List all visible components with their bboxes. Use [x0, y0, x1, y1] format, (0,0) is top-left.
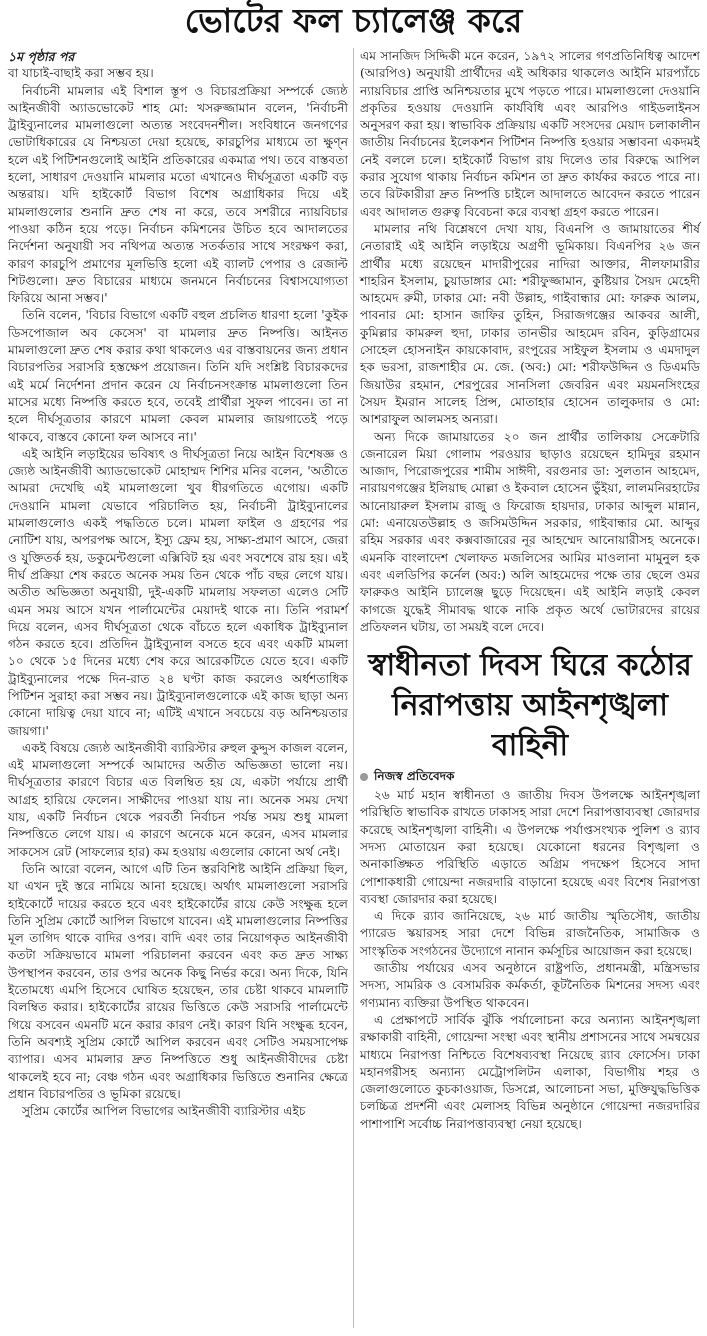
paragraph: ২৬ মার্চ মহান স্বাধীনতা ও জাতীয় দিবস উপলক্ষে আইনশৃঙ্খলা পরিস্থিতি স্বাভাবিক রাখতে ঢাকাসহ সারা দেশে নিরাপত্তাব্যবস্থা জোরদার করেছে আইনশৃঙ্খলা বাহিনী। এ উপলক্ষে পর্যাপ্তসংখ্যক পুলিশ ও র‌্যাব সদস্য মোতায়েন করা হয়েছে। যেকোনো ধরনের বিশৃঙ্খলা ও অনাকাঙ্ক্ষিত পরিস্থিতি এড়াতে অগ্রিম পদক্ষেপ হিসেবে সাদা পোশাকধারী গোয়েন্দা নজরদারি বাড়ানো হয়েছে এবং বিশেষ নিরাপত্তা ব্যবস্থা জোরদার করা হয়েছে।	[360, 788, 700, 906]
paragraph: তিনি আরো বলেন, আগে এটি তিন স্তরবিশিষ্ট আইনি প্রক্রিয়া ছিল, যা এখন দুই স্তরে নামিয়ে আনা হয়েছে। অর্থাৎ মামলাগুলো সরাসরি হাইকোর্টে দায়ের করতে হবে এবং হাইকোর্টের রায়ে কেউ সংক্ষুব্ধ হলে তিনি সুপ্রিম কোর্টে আপিল বিভাগে যাবেন। এই মামলাগুলোর নিষ্পত্তির মূল তাগিদ থাকে বাদির ওপর। বাদি এবং তার নিয়োগকৃত আইনজীবী কতটা সক্রিয়ভাবে মামলা পরিচালনা করবেন এবং কত দ্রুত সাক্ষ্য উপস্থাপন করবেন, তার ওপর অনেক কিছু নির্ভর করে। অন্য দিকে, যিনি ইতোমধ্যে এমপি হিসেবে ঘোষিত হয়েছেন, তার চেষ্টা থাকবে মামলাটি বিলম্বিত করার। হাইকোর্টের রায়ের ভিত্তিতে কেউ সরাসরি পার্লামেন্টে গিয়ে বসবেন এমনটি মনে করার কারণ নেই। কারণ যিনি সংক্ষুব্ধ হবেন, তিনি অবশ্যই সুপ্রিম কোর্টে আপিল করবেন এবং সেটিও সময়সাপেক্ষ ব্যাপার। এসব মামলার দ্রুত নিষ্পত্তিতে শুধু আইনজীবীদের চেষ্টা থাকলেই হবে না; বেঞ্চ গঠন এবং অগ্রাধিকার ভিত্তিতে শুনানির ক্ষেত্রে প্রধান বিচারপতির ও ভূমিকা রয়েছে।	[8, 861, 348, 1101]
right-column	[360, 48, 700, 1133]
byline	[360, 768, 700, 785]
paragraph: একই বিষয়ে জ্যেষ্ঠ আইনজীবী ব্যারিস্টার রুহুল কুদ্দুস কাজল বলেন, এই মামলাগুলো সম্পর্কে আমাদের অতীত অভিজ্ঞতা ভালো নয়। দীর্ঘসূত্রতার কারণে বিচার এত বিলম্বিত হয় যে, একটা পর্যায়ে প্রার্থী আগ্রহ হারিয়ে ফেলেন। সাক্ষীদের পাওয়া যায় না। অনেক সময় দেখা যায়, একটি নির্বাচন থেকে পরবর্তী নির্বাচন পর্যন্ত সময় শুধু মামলা নিষ্পত্তিতে লেগে যায়। এ কারণে অনেকে মনে করেন, এসব মামলার সাকসেস রেট (সাফল্যের হার) কম হওয়ায় এগুলোর কোনো অর্থ নেই।	[8, 740, 348, 859]
bullet-icon	[360, 773, 368, 781]
second-article-headline: স্বাধীনতা দিবস ঘিরে কঠোর নিরাপত্তায় আইনশৃঙ্খলা বাহিনী	[368, 648, 692, 764]
paragraph: সুপ্রিম কোর্টের আপিল বিভাগের আইনজীবী ব্যারিস্টার এইচ	[22, 1104, 306, 1119]
column-divider	[353, 48, 354, 1328]
paragraph: জাতীয় পর্যায়ের এসব অনুষ্ঠানে রাষ্ট্রপতি, প্রধানমন্ত্রী, মন্ত্রিসভার সদস্য, সামরিক ও বেসামরিক কর্মকর্তা, কূটনৈতিক মিশনের সদস্য এবং গণ্যমান্য ব্যক্তিরা উপস্থিত থাকবেন।	[360, 961, 700, 1010]
byline-text: নিজস্ব প্রতিবেদক	[374, 769, 455, 784]
paragraph: বা যাচাই-বাছাই করা সম্ভব হয়।	[8, 66, 154, 81]
continued-from-label: ১ম পৃষ্ঠার পর	[8, 49, 75, 64]
paragraph: নির্বাচনী মামলার এই বিশাল স্তূপ ও বিচারপ্রক্রিয়া সম্পর্কে জ্যেষ্ঠ আইনজীবী অ্যাডভোকেট শাহ মো: খসরুজ্জামান বলেন, 'নির্বাচনী ট্রাইব্যুনালের মামলাগুলো অত্যন্ত সংবেদনশীল। সংবিধানে জনগণের ভোটাধিকারের যে নিশ্চয়তা দেয়া হয়েছে, কারচুপির মাধ্যমে তা ক্ষুণ্ন হলে এই পিটিশনগুলোই আইনি প্রতিকারের একমাত্র পথ। তবে বাস্তবতা হলো, সাধারণ দেওয়ানি মামলার মতো এখানেও দীর্ঘসূত্রতা একটি বড় অন্তরায়। যদি হাইকোর্ট বিভাগ বিশেষ অগ্রাধিকার দিয়ে এই মামলাগুলোর শুনানি দ্রুত শেষ না করে, তবে সশরীরে ন্যায়বিচার পাওয়া কঠিন হয়ে পড়ে। নির্বাচন কমিশনের উচিত হবে আদালতের নির্দেশনা অনুযায়ী সব নথিপত্র অত্যন্ত সতর্কতার সাথে সংরক্ষণ করা, কারণ কারচুপি প্রমাণের মূলভিত্তি হলো এই ব্যালট পেপার ও রেজাল্ট শিটগুলো। দ্রুত বিচারের মাধ্যমে জনমনে নির্বাচনের বিশ্বাসযোগ্যতা ফিরিয়ে আনা সম্ভব।'	[8, 83, 348, 306]
paragraph: মামলার নথি বিশ্লেষণে দেখা যায়, বিএনপি ও জামায়াতের শীর্ষ নেতারাই এই আইনি লড়াইয়ে অগ্রণী ভূমিকায়। বিএনপির ২৬ জন প্রার্থীর মধ্যে রয়েছেন মাদারীপুরের নাদিরা আক্তার, নীলফামারীর শাহরিন ইসলাম, চুয়াডাঙ্গার মো: শরীফুজ্জামান, কুষ্টিয়ার সৈয়দ মেহেদী আহমেদ রুমী, ঢাকার মো: নবী উল্লাহ, গাইবান্ধার মো: ফারুক আলম, পাবনার মো: হাসান জাফির তুহিন, সিরাজগঞ্জের আকবর আলী, কুমিল্লার কামরুল হুদা, ঢাকার তানভীর আহমেদ রবিন, কুড়িগ্রামের সোহেল হোসনাইন কায়কোবাদ, রংপুরের সাইফুল ইসলাম ও এমদাদুল হক ভরসা, রাজশাহীর মে. জে. (অব:) মো: শরীফউদ্দিন ও ডিএমডি জিয়াউর রহমান, শেরপুরের সানসিলা জেবরিন এবং ময়মনসিংহের সৈয়দ ইমরান সালেহ প্রিন্স, মোতাহার হোসেন তালুকদার ও মো: আশরাফুল আলমসহ অন্যরা।	[360, 221, 700, 427]
paragraph: তিনি বলেন, 'বিচার বিভাগে একটি বহুল প্রচলিত ধারণা হলো 'কুইক ডিসপোজাল অব কেসেস' বা মামলার দ্রুত নিষ্পত্তি। আইনত মামলাগুলো দ্রুত শেষ করার কথা থাকলেও এর বাস্তবায়নের জন্য প্রধান বিচারপতির সরাসরি হস্তক্ষেপ প্রয়োজন। তিনি যদি সংশ্লিষ্ট বিচারকদের এই মর্মে নির্দেশনা প্রদান করেন যে নির্বাচনসংক্রান্ত মামলাগুলো তিন মাসের মধ্যে নিষ্পত্তি করতে হবে, তবেই প্রার্থীরা সুফল পাবেন। তা না হলে দীর্ঘসূত্রতার কারণে মামলা কেবল মামলার জায়গাতেই পড়ে থাকবে, বাস্তবে কোনো ফল আসবে না।'	[8, 308, 348, 444]
left-column	[8, 48, 348, 1120]
paragraph: এই আইনি লড়াইয়ের ভবিষ্যৎ ও দীর্ঘসূত্রতা নিয়ে আইন বিশেষজ্ঞ ও জ্যেষ্ঠ আইনজীবী অ্যাডভোকেট মোহাম্মদ শিশির মনির বলেন, 'অতীতে আমরা দেখেছি এই মামলাগুলো খুব ধীরগতিতে এগোয়। একটি দেওয়ানি মামলা যেভাবে পরিচালিত হয়, নির্বাচনী ট্রাইব্যুনালের মামলাগুলোও একই পদ্ধতিতে চলে। মামলা ফাইল ও গ্রহণের পর নোটিশ যায়, অপরপক্ষ আসে, ইস্যু ফ্রেম হয়, সাক্ষ্য-প্রমাণ আসে, জেরা ও যুক্তিতর্ক হয়, ডকুমেন্টগুলো এক্সিবিট হয় এবং সবশেষে রায় হয়। এই দীর্ঘ প্রক্রিয়া শেষ করতে অনেক সময় তিন থেকে পাঁচ বছর লেগে যায়। অতীত অভিজ্ঞতা অনুযায়ী, দুই-একটি মামলায় সফলতা এলেও সেটি এমন সময় আসে যখন পার্লামেন্টের মেয়াদই থাকে না। তিনি পরামর্শ দিয়ে বলেন, এসব দীর্ঘসূত্রতা থেকে বাঁচতে হলে একাধিক ট্রাইব্যুনাল গঠন করতে হবে। প্রতিদিন ট্রাইব্যুনাল বসতে হবে এবং একটি মামলা ১০ থেকে ১৫ দিনের মধ্যে শেষ করে আরেকটিতে যেতে হবে। একটি ট্রাইব্যুনালের পক্ষে দিন-রাত ২৪ ঘণ্টা কাজ করলেও অর্ধশতাধিক পিটিশন সুরাহা করা সম্ভব নয়। ট্রাইব্যুনালগুলোকে এই কাজ ছাড়া অন্য কোনো দায়িত্ব দেয়া যাবে না; এটিই এখানে সবচেয়ে বড় অনিশ্চয়তার জায়গা।'	[8, 446, 348, 738]
paragraph: এ দিকে র‌্যাব জানিয়েছে, ২৬ মার্চ জাতীয় স্মৃতিসৌধ, জাতীয় প্যারেড স্কয়ারসহ সারা দেশে বিভিন্ন রাজনৈতিক, সামাজিক ও সাংস্কৃতিক সংগঠনের উদ্যোগে নানান কর্মসূচির আয়োজন করা হয়েছে।	[360, 909, 700, 958]
paragraph: এম সানজিদ সিদ্দিকী মনে করেন, ১৯৭২ সালের গণপ্রতিনিধিত্ব আদেশ (আরপিও) অনুযায়ী প্রার্থীদের এই অধিকার থাকলেও আইনি মারপ্যাঁচে ন্যায়বিচার প্রাপ্তি অনিশ্চয়তার মুখে পড়তে পারে। মামলাগুলো দেওয়ানি প্রকৃতির হওয়ায় দেওয়ানি কার্যবিধি এবং আরপিও গাইডলাইনস অনুসরণ করা হয়। স্বাভাবিক প্রক্রিয়ায় একটি সংসদের মেয়াদ চলাকালীন জাতীয় নির্বাচনের ইলেকশন পিটিশন নিষ্পত্তি হওয়ার সম্ভাবনা একদমই নেই বললে চলে। হাইকোর্ট বিভাগ রায় দিলেও তার বিরুদ্ধে আপিল করার সুযোগ থাকায় নির্বাচন কমিশন তা দ্রুত কার্যকর করতে পারে না। তবে রিটকারীরা দ্রুত নিষ্পত্তি চাইলে আদালতে আবেদন করতে পারেন এবং আদালত গুরুত্ব বিবেচনা করে ব্যবস্থা গ্রহণ করতে পারেন।	[360, 49, 700, 219]
article-headline: ভোটের ফল চ্যালেঞ্জ করে	[184, 1, 523, 40]
paragraph: অন্য দিকে জামায়াতের ২০ জন প্রার্থীর তালিকায় সেক্রেটারি জেনারেল মিয়া গোলাম পরওয়ার ছাড়াও রয়েছেন হামিদুর রহমান আজাদ, পিরোজপুরের শামীম সাঈদী, বরগুনার ডা: সুলতান আহমেদ, নারায়ণগঞ্জের ইলিয়াছ মোল্লা ও ইকবাল হোসেন ভুঁইয়া, লালমনিরহাটের আনোয়ারুল ইসলাম রাজু ও ফিরোজ হায়দার, ঢাকার আব্দুল মান্নান, মো: এনায়েতউল্লাহ ও জসিমউদ্দিন সরকার, গাইবান্ধার মো. আব্দুর রহিম সরকার এবং কক্সবাজারের নূর আহম্মেদ আনোয়ারীসহ অনেকে। এমনকি বাংলাদেশ খেলাফত মজলিসের আমির মাওলানা মামুনুল হক এবং এলডিপির কর্নেল (অব:) অলি আহমেদের পক্ষে তার ছেলে ওমর ফারুকও আইনি চ্যালেঞ্জ ছুড়ে দিয়েছেন। এই আইনি লড়াই কেবল কাগজে যুদ্ধেই সীমাবদ্ধ থাকে নাকি প্রকৃত অর্থে ভোটারদের রায়ের প্রতিফলন ঘটায়, তা সময়ই বলে দেবে।	[360, 429, 700, 634]
paragraph: এ প্রেক্ষাপটে সার্বিক ঝুঁকি পর্যালোচনা করে অন্যান্য আইনশৃঙ্খলা রক্ষাকারী বাহিনী, গোয়েন্দা সংস্থা এবং স্থানীয় প্রশাসনের সাথে সমন্বয়ের মাধ্যমে নিরাপত্তা নিশ্চিতে বিশেষব্যবস্থা নিয়েছে র‌্যাব ফোর্সেস। ঢাকা মহানগরীসহ অন্যান্য মেট্রোপলিটন এলাকা, বিভাগীয় শহর ও জেলাগুলোতে কুচকাওয়াজ, ডিসপ্লে, আলোচনা সভা, মুক্তিযুদ্ধভিত্তিক চলচ্চিত্র প্রদর্শনী এবং মেলাসহ বিভিন্ন অনুষ্ঠানে গোয়েন্দা নজরদারির পাশাপাশি সর্বোচ্চ নিরাপত্তাব্যবস্থা নেয়া হয়েছে।	[360, 1012, 700, 1131]
